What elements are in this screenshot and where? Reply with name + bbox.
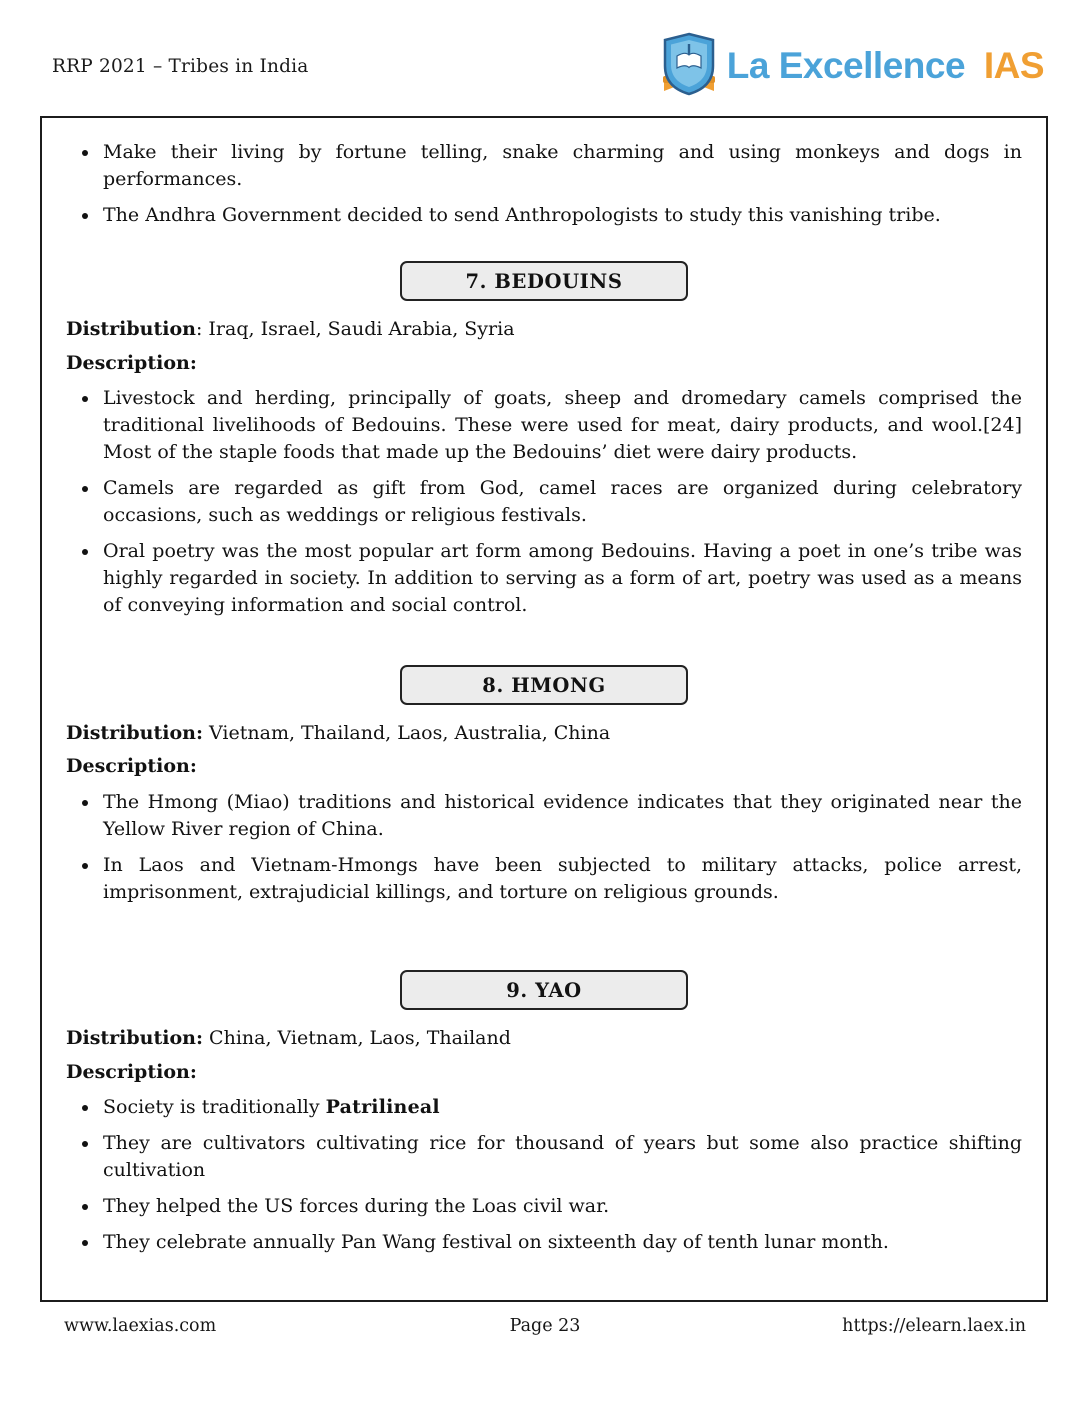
footer-elearn-url: https://elearn.laex.in	[842, 1316, 1027, 1336]
description-label: Description:	[66, 755, 197, 778]
list-item: • Make their living by fortune telling, snake charming and using monkeys and dogs in performances.	[100, 139, 1022, 193]
list-item: • Oral poetry was the most popular art form among Bedouins. Having a poet in one’s tribe was highly regarded in society. In addition to serving as a form of art, poetry was used as a means of conveying information and social control.	[100, 538, 1022, 619]
list-item: • They helped the US forces during the Loas civil war.	[100, 1193, 1022, 1220]
list-item: • Society is traditionally Patrilineal	[100, 1094, 1022, 1121]
brand-name-primary: La Excellence	[726, 45, 966, 86]
list-item: • The Hmong (Miao) traditions and historical evidence indicates that they originated near the Yellow River region of China.	[100, 789, 1022, 843]
distribution-line	[66, 720, 1022, 747]
list-item: • They are cultivators cultivating rice for thousand of years but some also practice shifting cultivation	[100, 1130, 1022, 1184]
brand-name-secondary: IAS	[983, 45, 1044, 86]
footer-page-number: Page 23	[509, 1316, 581, 1336]
section-heading: 9. YAO	[400, 970, 688, 1010]
footer-website: www.laexias.com	[64, 1316, 217, 1336]
distribution-value: : Iraq, Israel, Saudi Arabia, Syria	[195, 317, 515, 340]
section-hmong	[66, 665, 1022, 906]
list-item: • Camels are regarded as gift from God, camel races are organized during celebratory occasions, such as weddings or religious festivals.	[100, 475, 1022, 529]
list-item: • Livestock and herding, principally of goats, sheep and dromedary camels comprised the traditional livelihoods of Bedouins. These were used for meat, dairy products, and wool.[24] Most of the staple foods that made up the Bedouins’ diet were dairy products.	[100, 385, 1022, 466]
distribution-line	[66, 1025, 1022, 1052]
section-bedouins	[66, 261, 1022, 619]
description-label: Description:	[66, 351, 197, 374]
brand-logo	[661, 32, 1044, 100]
distribution-label: Distribution:	[66, 721, 203, 744]
content-frame	[40, 116, 1048, 1302]
distribution-value: Vietnam, Thailand, Laos, Australia, China	[203, 721, 611, 744]
distribution-label: Distribution	[66, 317, 196, 340]
distribution-line	[66, 316, 1022, 343]
page-header	[0, 0, 1088, 110]
list-item: • In Laos and Vietnam-Hmongs have been subjected to military attacks, police arrest, imprisonment, extrajudicial killings, and torture on religious grounds.	[100, 852, 1022, 906]
shield-icon	[661, 32, 717, 100]
intro-bullet-list	[66, 139, 1022, 229]
page-footer	[0, 1302, 1088, 1336]
bullet-list	[66, 385, 1022, 619]
list-item: • They celebrate annually Pan Wang festival on sixteenth day of tenth lunar month.	[100, 1229, 1022, 1256]
document-title: RRP 2021 – Tribes in India	[52, 55, 309, 77]
description-label: Description:	[66, 1060, 197, 1083]
section-heading: 7. BEDOUINS	[400, 261, 688, 301]
distribution-label: Distribution:	[66, 1026, 203, 1049]
brand-name	[727, 45, 1044, 87]
list-item: • The Andhra Government decided to send Anthropologists to study this vanishing tribe.	[100, 202, 1022, 229]
bullet-list	[66, 789, 1022, 906]
section-heading: 8. HMONG	[400, 665, 688, 705]
bullet-list	[66, 1094, 1022, 1256]
section-yao	[66, 970, 1022, 1256]
distribution-value: China, Vietnam, Laos, Thailand	[203, 1026, 511, 1049]
